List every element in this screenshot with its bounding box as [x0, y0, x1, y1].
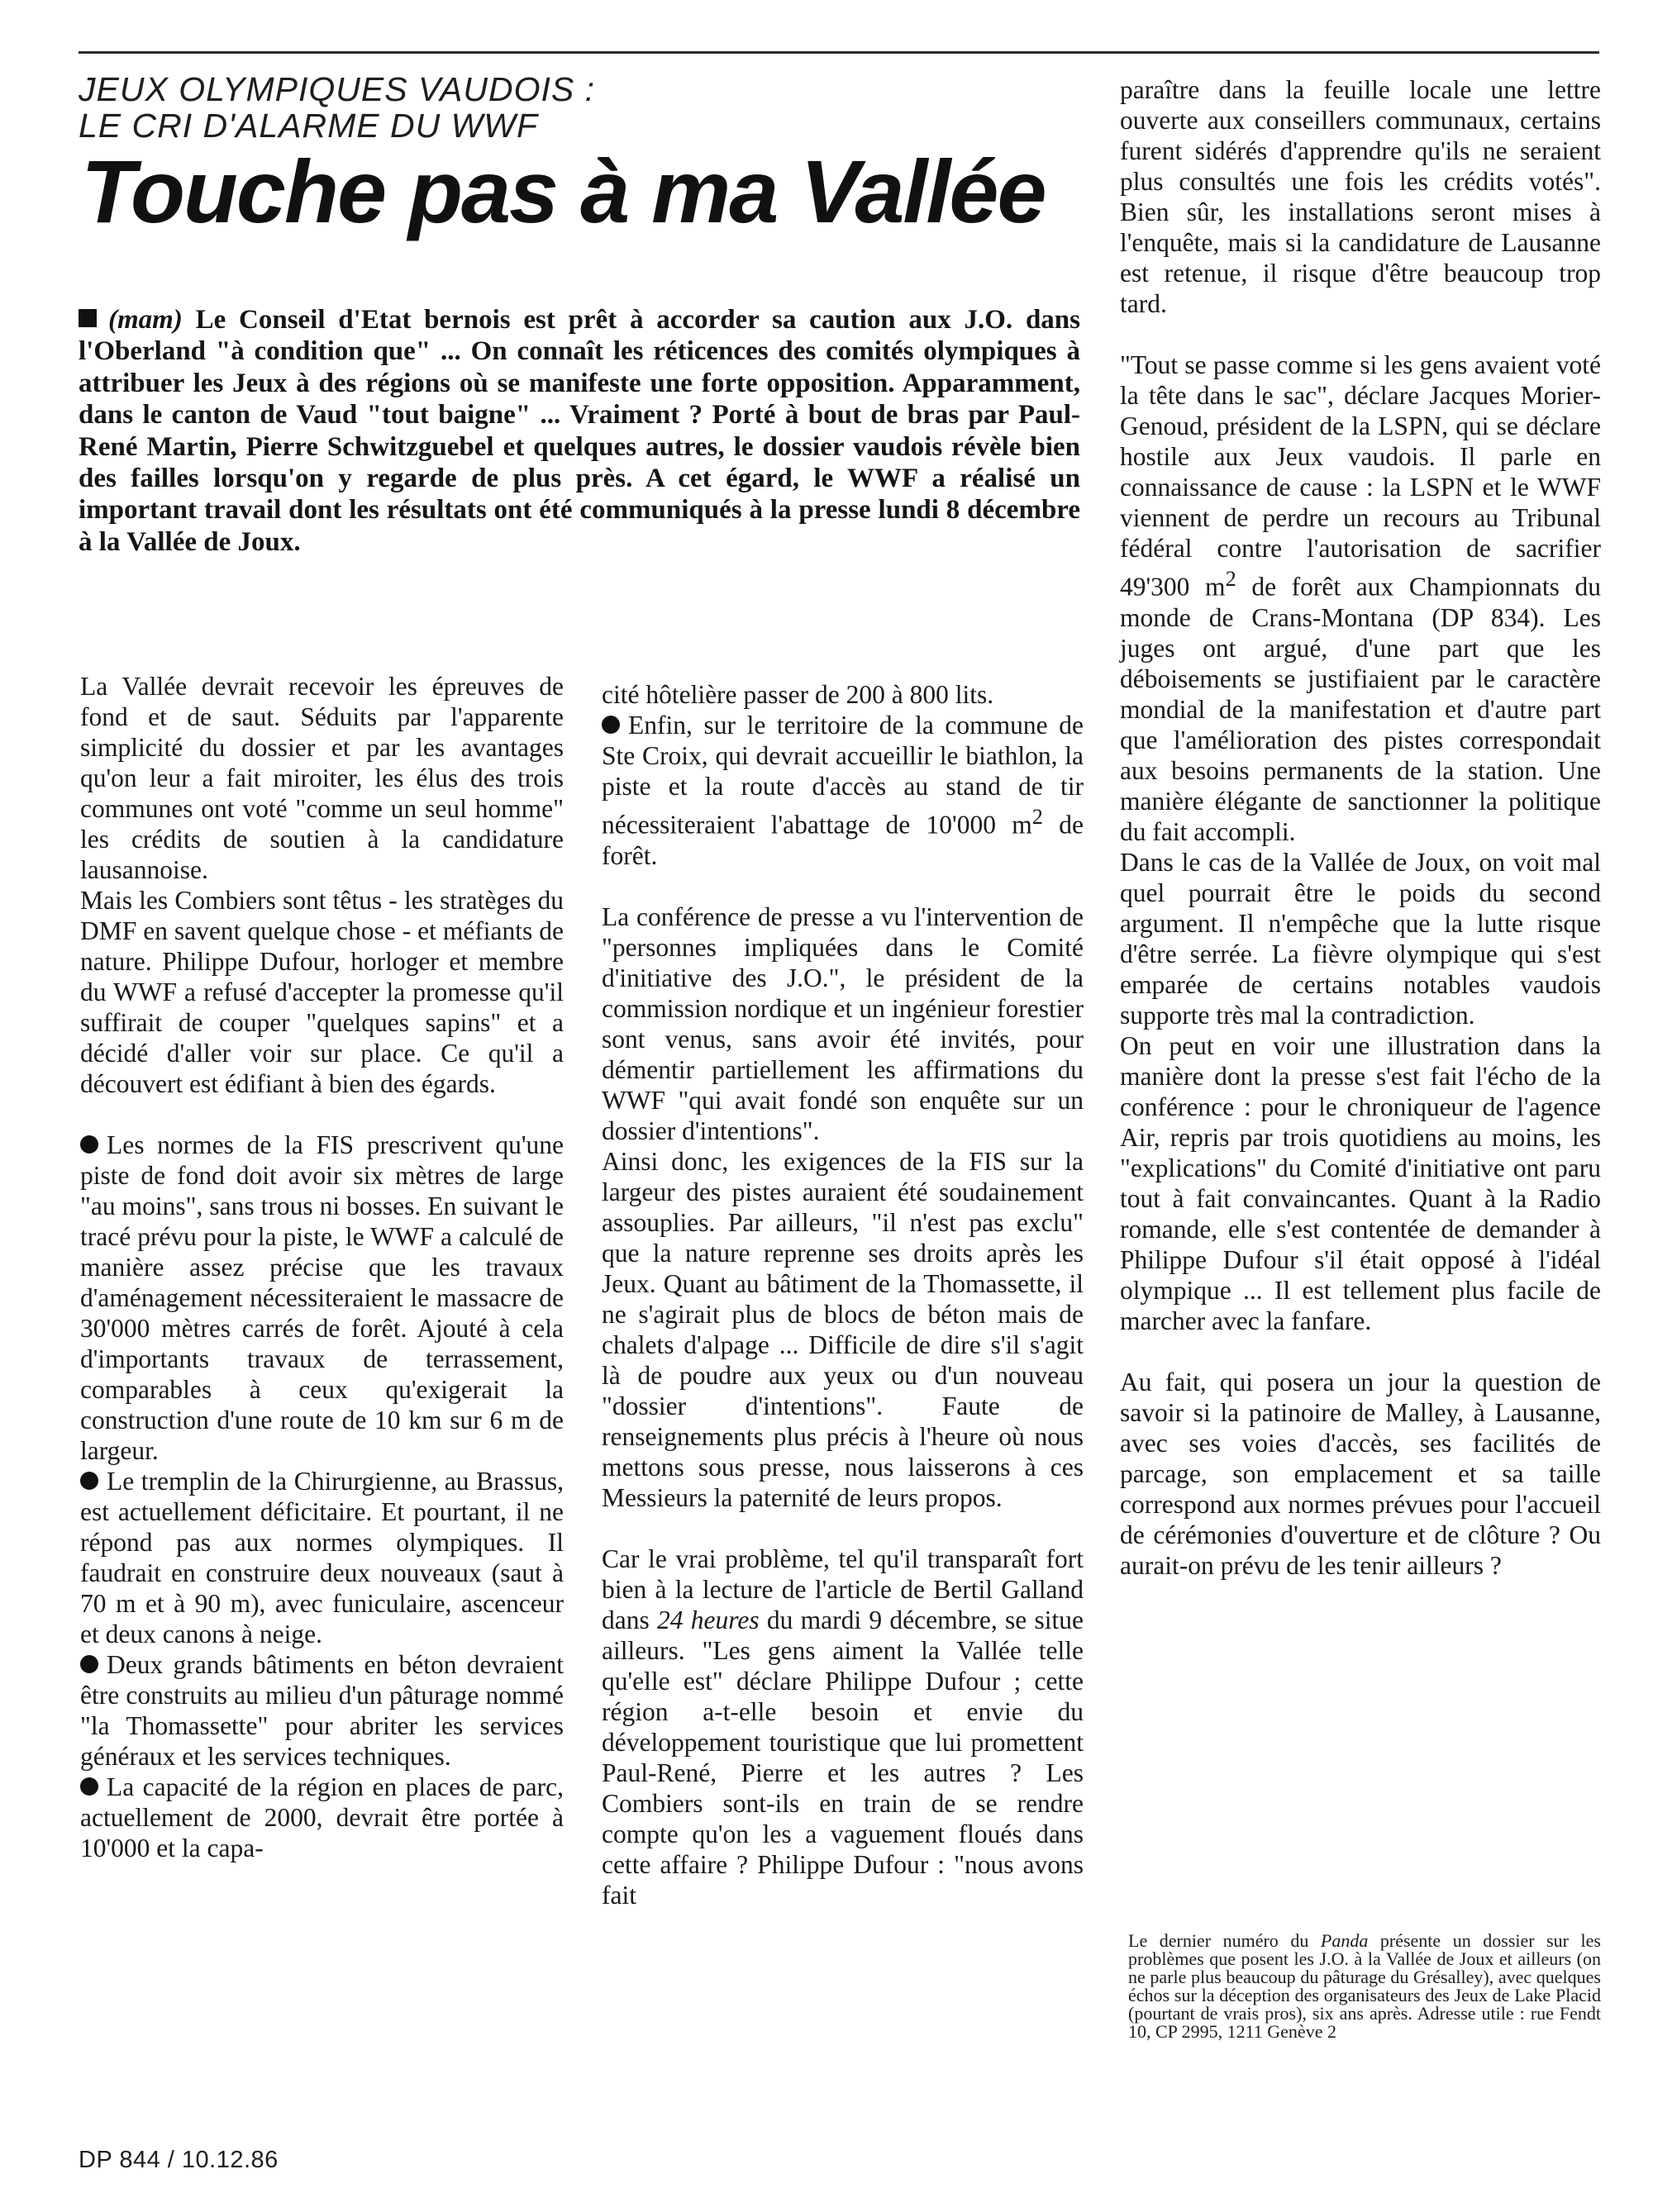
lede-author: (mam) [108, 305, 183, 335]
paragraph: La Vallée devrait recevoir les épreuves de fond et de saut. Séduits par l'apparente simplicité du dossier et par les avantages qu'on leur a fait miroiter, les élus des trois communes ont voté "comme un seul homme" les crédits de soutien à la candidature lausannoise. [80, 672, 564, 884]
paragraph: La conférence de presse a vu l'intervention de "personnes impliquées dans le Comité d'initiative des J.O.", le président de la commission nordique et un ingénieur forestier sont venus, sans avoir été invités, pour démentir partiellement les affirmations du WWF "qui avait fondé son enquête sur un dossier d'intentions". [602, 901, 1084, 1145]
column-1 [80, 671, 564, 1863]
square-bullet-icon [79, 309, 97, 327]
bullet-paragraph: Le tremplin de la Chirurgienne, au Brassus, est actuellement déficitaire. Et pourtant, il ne répond pas aux normes olympiques. Il faudrait en construire deux nouveaux (saut à 70 m et à 90 m), avec funiculaire, ascenceur et deux canons à neige. [80, 1467, 564, 1648]
paragraph: "Tout se passe comme si les gens avaient voté la tête dans le sac", déclare Jacques Morier-Genoud, président de la LSPN, qui se déclare hostile aux Jeux vaudois. Il parle en connaissance de cause : la LSPN et le WWF viennent de perdre un recours au Tribunal fédéral contre l'autorisation de sacrifier 49'300 $m^2$ de forêt aux Championnats du monde de Crans-Montana (DP 834). Les juges ont argué, d'une part que les déboisements se justifiaient par le caractère mondial de la manifestation et d'autre part que l'amélioration des pistes correspondait aux besoins permanents de la station. Une manière élégante de sanctionner la politique du fait accompli. [1120, 350, 1601, 846]
bullet-paragraph: Enfin, sur le territoire de la commune de Ste Croix, qui devrait accueillir le biathlon, la piste et la route d'accès au stand de tir nécessiteraient l'abattage de 10'000 $m^2$ de forêt. [602, 711, 1084, 870]
lede-text: Le Conseil d'Etat bernois est prêt à accorder sa caution aux J.O. dans l'Oberland "à condition que" ... On connaît les réticences des comités olympiques à attribuer les Jeux à des régions où se manifeste une forte opposition. Apparamment, dans le canton de Vaud "tout baigne" ... Vraiment ? Porté à bout de bras par Paul-René Martin, Pierre Schwitzguebel et quelques autres, le dossier vaudois révèle bien des failles lorsqu'on y regarde de plus près. A cet égard, le WWF a réalisé un important travail dont les résultats ont été communiqués à la presse lundi 8 décembre à la Vallée de Joux. [79, 305, 1080, 557]
top-rule [79, 51, 1599, 54]
kicker-line-2: LE CRI D'ALARME DU WWF [79, 107, 539, 145]
column-2 [602, 679, 1084, 1910]
bullet-dot-icon [80, 1777, 98, 1796]
paragraph: On peut en voir une illustration dans la manière dont la presse s'est fait l'écho de la conférence : pour le chroniqueur de l'agence Air, repris par trois quotidiens au moins, les "explications" du Comité d'initiative ont paru tout à fait convaincantes. Quant à la Radio romande, elle s'est contentée de demander à Philippe Dufour s'il était opposé à l'idéal olympique ... Il est tellement plus facile de marcher avec la fanfare. [1120, 1030, 1601, 1335]
column-3 [1120, 74, 1601, 1581]
paragraph: Dans le cas de la Vallée de Joux, on voit mal quel pourrait être le poids du second argument. Il n'empêche que la lutte risque d'être serrée. La fièvre olympique qui s'est emparée de certains notables vaudois supporte très mal la contradiction. [1120, 847, 1601, 1030]
bullet-paragraph: Les normes de la FIS prescrivent qu'une piste de fond doit avoir six mètres de large "au moins", sans trous ni bosses. En suivant le tracé prévu pour la piste, le WWF a calculé de manière assez précise que les travaux d'aménagement nécessiteraient le massacre de 30'000 mètres carrés de forêt. Ajouté à cela d'importants travaux de terrassement, comparables à ceux qu'exigerait la construction d'une route de 10 km sur 6 m de largeur. [80, 1130, 564, 1465]
footnote: Le dernier numéro du Panda présente un dossier sur les problèmes que posent les J.O. à la Vallée de Joux et ailleurs (on ne parle plus beaucoup du pâturage du Grésalley), avec quelques échos sur la déception des organisateurs des Jeux de Lake Placid (pourtant de vrais pros), six ans après. Adresse utile : rue Fendt 10, CP 2995, 1211 Genève 2 [1128, 1930, 1601, 2042]
paragraph: Car le vrai problème, tel qu'il transparaît fort bien à la lecture de l'article de Bertil Galland dans 24 heures du mardi 9 décembre, se situe ailleurs. "Les gens aiment la Vallée telle qu'elle est" déclare Philippe Dufour ; cette région a-t-elle besoin et envie du développement touristique que lui promettent Paul-René, Pierre et les autres ? Les Combiers sont-ils en train de se rendre compte qu'on les a vaguement floués dans cette affaire ? Philippe Dufour : "nous avons fait [602, 1544, 1084, 1910]
paragraph: Mais les Combiers sont têtus - les stratèges du DMF en savent quelque chose - et méfiants de nature. Philippe Dufour, horloger et membre du WWF a refusé d'accepter la promesse qu'il suffirait de couper "quelques sapins" et a décidé d'aller voir sur place. Ce qu'il a découvert est édifiant à bien des égards. [80, 886, 564, 1098]
headline: Touche pas à ma Vallée [81, 141, 1046, 241]
bullet-paragraph: Deux grands bâtiments en béton devraient être construits au milieu d'un pâturage nommé "la Thomassette" pour abriter les services généraux et les services techniques. [80, 1650, 564, 1771]
paragraph: Ainsi donc, les exigences de la FIS sur la largeur des pistes auraient été soudainement assouplies. Par ailleurs, "il n'est pas exclu" que la nature reprenne ses droits après les Jeux. Quant au bâtiment de la Thomassette, il ne s'agirait plus de blocs de béton mais de chalets d'alpage ... Difficile de dire s'il s'agit là de poudre aux yeux ou d'un nouveau "dossier d'intentions". Faute de renseignements plus précis à l'heure où nous mettons sous presse, nous laisserons à ces Messieurs la paternité de leurs propos. [602, 1146, 1084, 1512]
lede [79, 304, 1080, 558]
bullet-dot-icon [80, 1472, 98, 1490]
bullet-dot-icon [80, 1655, 98, 1673]
issue-footer: DP 844 / 10.12.86 [79, 2147, 279, 2173]
bullet-paragraph: La capacité de la région en places de parc, actuellement de 2000, devrait être portée à 10'000 et la capa- [80, 1772, 564, 1862]
kicker-line-1: JEUX OLYMPIQUES VAUDOIS : [79, 70, 596, 108]
bullet-dot-icon [80, 1135, 98, 1154]
kicker [79, 71, 1095, 144]
bullet-dot-icon [602, 716, 620, 734]
paragraph: paraître dans la feuille locale une lettre ouverte aux conseillers communaux, certains furent sidérés d'apprendre qu'ils ne seraient plus consultés une fois les crédits votés". Bien sûr, les installations seront mises à l'enquête, mais si la candidature de Lausanne est retenue, il risque d'être beaucoup trop tard. [1120, 75, 1601, 318]
paragraph: cité hôtelière passer de 200 à 800 lits. [602, 680, 994, 709]
paragraph: Au fait, qui posera un jour la question de savoir si la patinoire de Malley, à Lausanne, avec ses voies d'accès, ses facilités de parcage, son emplacement et sa taille correspond aux normes prévues pour l'accueil de cérémonies d'ouverture et de clôture ? Ou aurait-on prévu de les tenir ailleurs ? [1120, 1367, 1601, 1580]
